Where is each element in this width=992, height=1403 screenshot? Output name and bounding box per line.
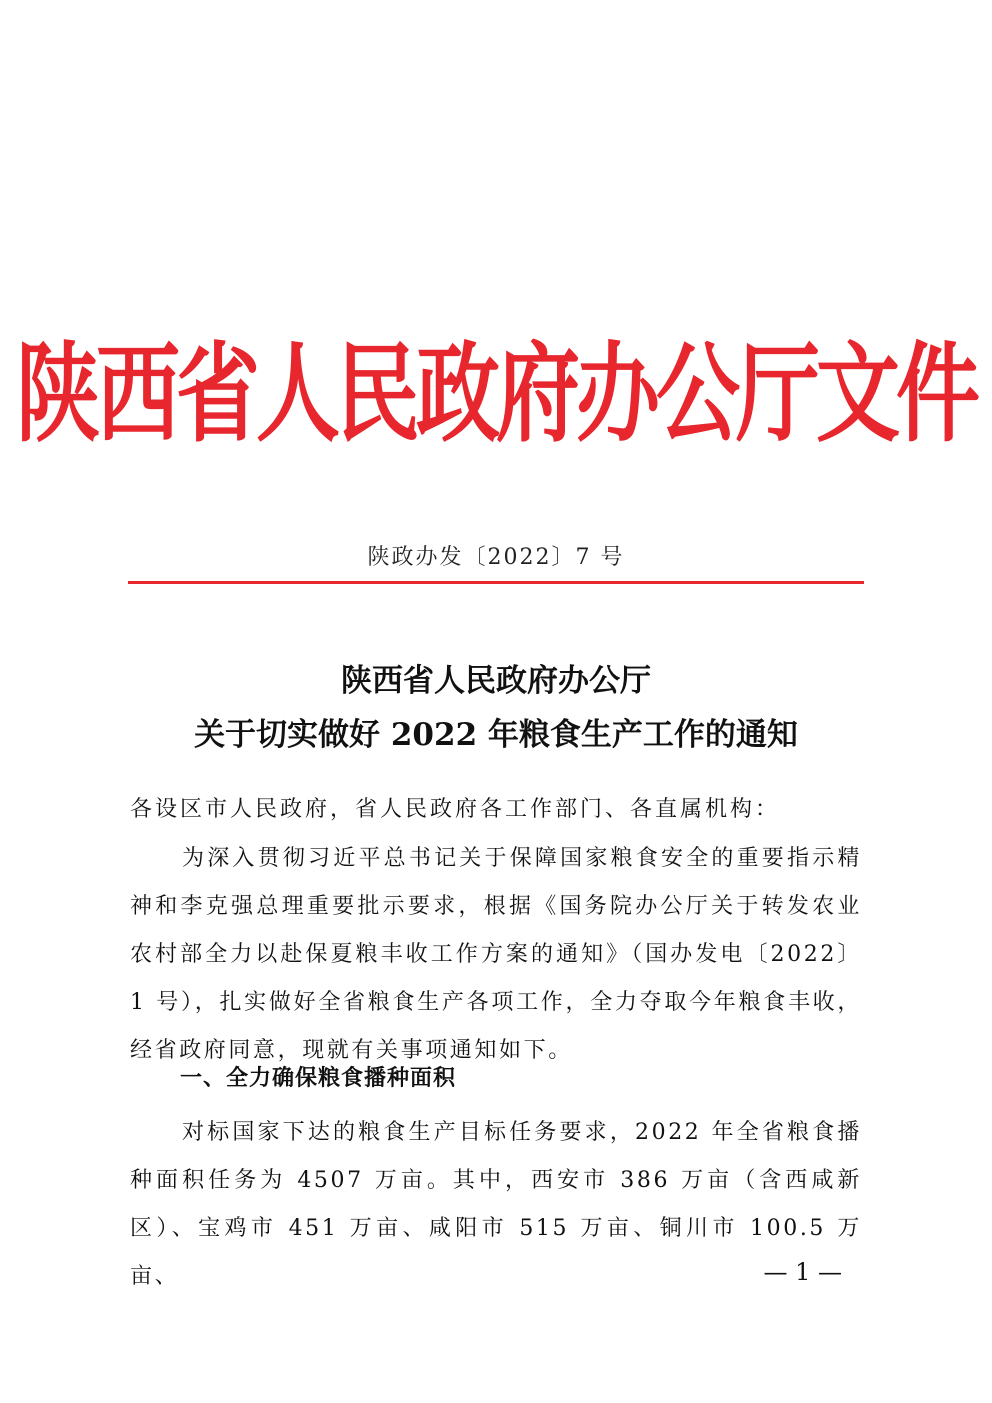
section-heading-1: 一、全力确保粮食播种面积 xyxy=(180,1066,457,1091)
document-number: 陕政办发〔2022〕7 号 xyxy=(367,545,625,570)
document-title-line-1: 陕西省人民政府办公厅 xyxy=(341,663,651,699)
document-title-line-2: 关于切实做好 2022 年粮食生产工作的通知 xyxy=(194,717,798,753)
section-1-paragraph: 对标国家下达的粮食生产目标任务要求，2022 年全省粮食播种面积任务为 4507 万亩。其中，西安市 386 万亩（含西咸新区）、宝鸡市 451 万亩、咸阳市 515 万亩、铜川市 100.5 万亩、 xyxy=(130,1120,862,1289)
salutation: 各设区市人民政府，省人民政府各工作部门、各直属机构： xyxy=(130,797,781,822)
page-number: — 1 — xyxy=(763,1258,842,1286)
intro-paragraph: 为深入贯彻习近平总书记关于保障国家粮食安全的重要指示精神和李克强总理重要批示要求，根据《国务院办公厅关于转发农业农村部全力以赴保夏粮丰收工作方案的通知》（国办发电〔2022〕1 号），扎实做好全省粮食生产各项工作，全力夺取今年粮食丰收，经省政府同意，现就有关事项通知如下。 xyxy=(130,846,862,1063)
document-masthead: 陕西省人民政府办公厅文件 xyxy=(15,329,976,457)
red-separator-line xyxy=(128,581,864,584)
